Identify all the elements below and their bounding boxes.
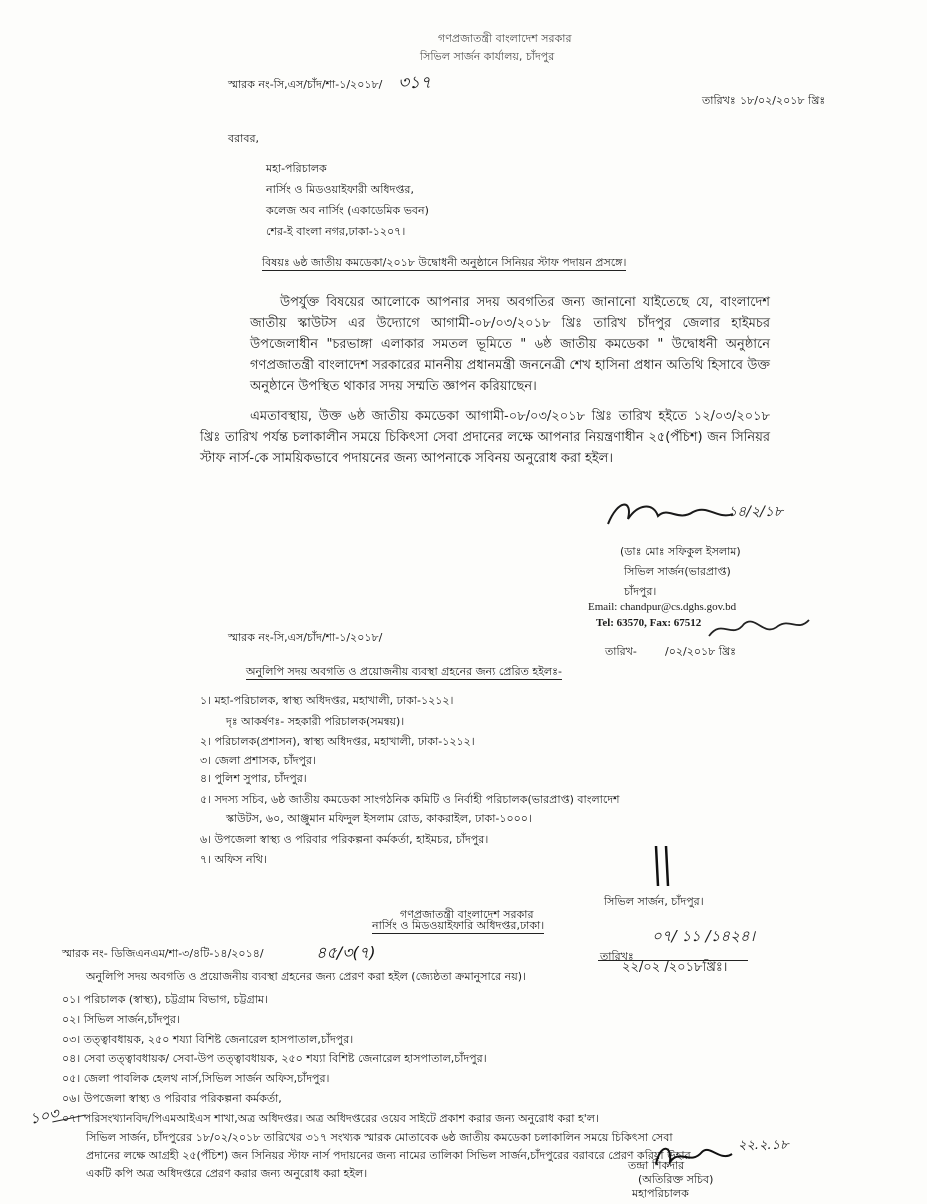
copy-list-item: দৃঃ আকর্ষণঃ- সহকারী পরিচালক(সমন্বয়)। (226, 715, 405, 728)
address-line: শের-ই বাংলা নগর,ঢাকা-১২০৭। (266, 225, 406, 238)
body-paragraph-1: উপর্যুক্ত বিষয়ের আলোকে আপনার সদয় অবগতির জন্য জানানো যাইতেছে যে, বাংলাদেশ জাতীয় স্কাউটস এর উদ্যোগে আগামী-০৮/০৩/২০১৮ খ্রিঃ তারিখ চাঁদপুর জেলার হাইমচর উপজেলাধীন "চরভাঙ্গা এলাকার সমতল ভূমিতে " ৬ষ্ঠ জাতীয় কমডেকা " উদ্বোধনী অনুষ্ঠানে গণপ্রজাতন্ত্রী বাংলাদেশ সরকারের মাননীয় প্রধানমন্ত্রী জননেত্রী শেখ হাসিনা প্রধান অতিথি হিসাবে উক্ত অনুষ্ঠানে উপস্থিত থাকার সদয় সম্মতি জ্ঞাপন করিয়াছেন। (250, 295, 770, 394)
endorsement-copy-item: সিভিল সার্জন, চাঁদপুরের ১৮/০২/২০১৮ তারিখের ৩১৭ সংখ্যক স্মারক মোতাবেক ৬ষ্ঠ জাতীয় কমডেকা চলাকালিন সময়ে চিকিৎসা সেবা (86, 1131, 673, 1144)
endorsement-header-gov: গণপ্রজাতন্ত্রী বাংলাদেশ সরকার (400, 908, 534, 921)
copy-heading-text: অনুলিপি সদয় অবগতি ও প্রয়োজনীয় ব্যবস্থা গ্রহনের জন্য প্রেরিত হইলঃ- (246, 665, 562, 678)
endorsement-signatory-title: মহাপরিচালক (632, 1187, 689, 1200)
endorsement-header-office (372, 917, 544, 936)
endorsement-copy-item: প্রদানের লক্ষে আগ্রহী ২৫(পঁচিশ) জন সিনিয়র স্টাফ নার্স পদায়নের জন্য নামের তালিকা সিভিল সার্জন,চাঁদপুরের বরাবরে প্রেরণ করিয়া উহার (86, 1149, 691, 1162)
memo2-date-value: /০২/২০১৮ খ্রিঃ (665, 645, 736, 658)
copy-list-item: ৬। উপজেলা স্বাস্থ্য ও পরিবার পরিকল্পনা কর্মকর্তা, হাইমচর, চাঁদপুর। (200, 833, 489, 846)
subject-text: বিষয়ঃ ৬ষ্ঠ জাতীয় কমডেকা/২০১৮ উদ্বোধনী অনুষ্ঠানে সিনিয়র স্টাফ পদায়ন প্রসঙ্গে। (262, 256, 627, 269)
letter-date-label: তারিখঃ (702, 94, 736, 107)
endorsement-memo-number: স্মারক নং- ডিজিএনএম/শা-৩/৪টি-১৪/২০১৪/ (62, 947, 264, 960)
salutation: বরাবর, (228, 132, 260, 145)
endorsement-signatory-role: (অতিরিক্ত সচিব) (638, 1173, 714, 1186)
letter-date-value: ১৮/০২/২০১৮ খ্রিঃ (740, 94, 826, 107)
endorsement-memo-handwritten: ৪৫/৩(৭) (316, 943, 376, 962)
copy-list-item: ৪। পুলিশ সুপার, চাঁদপুর। (200, 772, 307, 785)
signature-civil-surgeon (598, 494, 848, 534)
address-line: নার্সিং ও মিডওয়াইফারী অধিদপ্তর, (266, 183, 414, 196)
closing-title: সিভিল সার্জন, চাঁদপুর। (604, 895, 704, 908)
signatory-place: চাঁদপুর। (624, 585, 657, 598)
letter-subject (262, 254, 626, 273)
endorsement-date-bangla: ০৭/ ১১ /১৪২৪। (652, 927, 755, 945)
memo-handwritten-number: ৩১৭ (398, 73, 432, 93)
margin-handwritten-note: ১০৩ (28, 1104, 61, 1128)
copy-list-item: ৭। অফিস নথি। (200, 853, 267, 866)
tel-fax-line: Tel: 63570, Fax: 67512 (596, 617, 702, 629)
endorsement-date-english: ২২/০২ /২০১৮খ্রিঃ। (622, 960, 728, 975)
copy-list-item: স্কাউটস, ৬০, আঞ্জুমান মফিদুল ইসলাম রোড, কাকরাইল, ঢাকা-১০০০। (226, 812, 532, 825)
copy-list-item: ৩। জেলা প্রশাসক, চাঁদপুর। (200, 754, 316, 767)
signatory-title: সিভিল সার্জন(ভারপ্রাপ্ত) (624, 565, 731, 578)
memo2-date-label: তারিখ- (605, 645, 637, 658)
endorsement-copy-item: ০৪। সেবা তত্ত্বাবধায়ক/ সেবা-উপ তত্ত্বাবধায়ক, ২৫০ শয্যা বিশিষ্ট জেনারেল হাসপাতাল,চাঁদপুর। (62, 1052, 487, 1065)
signature-strokes (648, 842, 678, 892)
letter-header-gov: গণপ্রজাতন্ত্রী বাংলাদেশ সরকার (438, 32, 572, 45)
endorsement-copy-heading: অনুলিপি সদয় অবগতি ও প্রয়োজনীয় ব্যবস্থা গ্রহনের জন্য প্রেরণ করা হইল (জ্যেষ্ঠতা ক্রমানুসারে নয়)। (86, 970, 526, 983)
letter-header-office: সিভিল সার্জন কার্যালয়, চাঁদপুর (420, 50, 555, 63)
endorsement-date-label: তারিখঃ (600, 950, 634, 963)
memo2-number: স্মারক নং-সি,এস/চাঁদ/শা-১/২০১৮/ (228, 631, 383, 644)
endorsement-copy-item: ০৩। তত্ত্বাবধায়ক, ২৫০ শয্যা বিশিষ্ট জেনারেল হাসপাতাল,চাঁদপুর। (62, 1033, 354, 1046)
endorsement-header-office-text: নার্সিং ও মিডওয়াইফারি অধিদপ্তর,ঢাকা। (372, 919, 545, 932)
initials-scribble (704, 610, 814, 646)
date-divider (598, 960, 748, 961)
endorsement-copy-item: ০২। সিভিল সার্জন,চাঁদপুর। (62, 1013, 180, 1026)
endorsement-copy-item: একটি কপি অত্র অধিদপ্তরে প্রেরণ করার জন্য অনুরোধ করা হইল। (86, 1167, 368, 1180)
endorsement-copy-item: ০৭। পরিসংখ্যানবিদ/পিএমআইএস শাখা,অত্র অধিদপ্তর। অত্র অধিদপ্তরের ওয়েব সাইটে প্রকাশ করার জন্য অনুরোধ করা হ'ল। (62, 1112, 599, 1125)
endorsement-copy-item: ০১। পরিচালক (স্বাস্থ্য), চট্টগ্রাম বিভাগ, চট্টগ্রাম। (62, 993, 268, 1006)
endorsement-copy-item: ০৬। উপজেলা স্বাস্থ্য ও পরিবার পরিকল্পনা কর্মকর্তা, (62, 1092, 282, 1105)
copy-list-item: ৫। সদস্য সচিব, ৬ষ্ঠ জাতীয় কমডেকা সাংগঠনিক কমিটি ও নির্বাহী পরিচালক(ভারপ্রাপ্ত) বাংলাদেশ (200, 793, 620, 806)
endorsement-signatory-name: তন্দ্রা শিকদার (628, 1159, 685, 1172)
endorsement-copy-item: ০৫। জেলা পাবলিক হেলথ নার্স,সিভিল সার্জন অফিস,চাঁদপুর। (62, 1072, 330, 1085)
signature-date-handwritten: ১৪/২/১৮ (728, 504, 783, 520)
copy-list-item: ১। মহা-পরিচালক, স্বাস্থ্য অধিদপ্তর, মহাখালী, ঢাকা-১২১২। (200, 694, 454, 707)
address-line: মহা-পরিচালক (266, 162, 327, 175)
endorsement-signature-date: ২২.২.১৮ (738, 1138, 789, 1153)
memo-number: স্মারক নং-সি,এস/চাঁদ/শা-১/২০১৮/ (228, 78, 383, 91)
address-line: কলেজ অব নার্সিং (একাডেমিক ভবন) (266, 204, 429, 217)
body-paragraph-2: এমতাবস্থায়, উক্ত ৬ষ্ঠ জাতীয় কমডেকা আগামী-০৮/০৩/২০১৮ খ্রিঃ তারিখ হইতে ১২/০৩/২০১৮ খ্রিঃ তারিখ পর্যন্ত চলাকালীন সময়ে চিকিৎসা সেবা প্রদানের লক্ষে আপনার নিয়ন্ত্রণাধীন ২৫(পঁচিশ) জন সিনিয়র স্টাফ নার্স-কে সাময়িকভাবে পদায়নের জন্য আপনাকে সবিনয় অনুরোধ করা হইল। (200, 409, 770, 466)
copy-list-item: ২। পরিচালক(প্রশাসন), স্বাস্থ্য অধিদপ্তর, মহাখালী, ঢাকা-১২১২। (200, 735, 475, 748)
email-line: Email: chandpur@cs.dghs.gov.bd (588, 601, 737, 613)
signatory-name: (ডাঃ মোঃ সফিকুল ইসলাম) (620, 545, 741, 558)
copy-heading (246, 663, 562, 682)
